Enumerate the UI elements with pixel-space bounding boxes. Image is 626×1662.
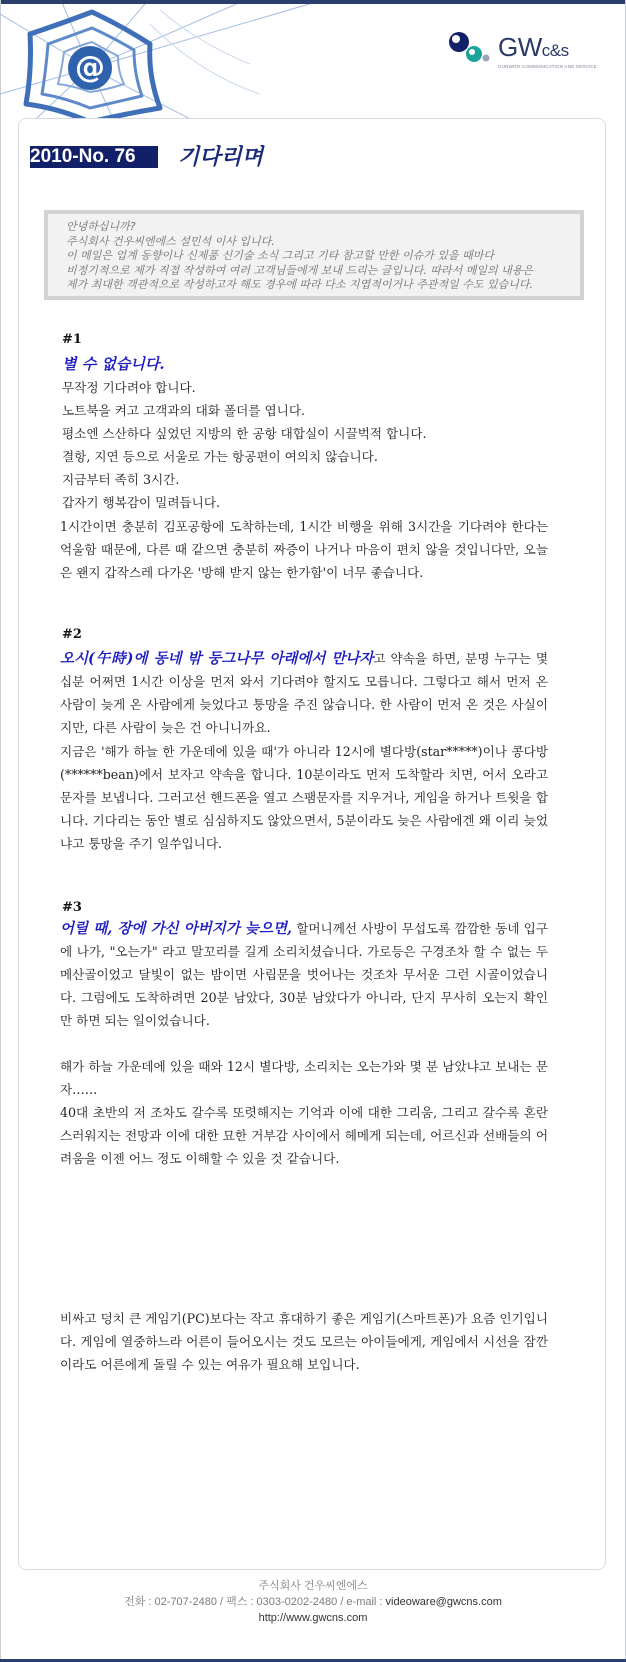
issue-number: 2010-No. 76 (30, 146, 158, 168)
section-heading: 별 수 없습니다. (62, 355, 165, 373)
paragraph: 비싸고 덩치 큰 게임기(PC)보다는 작고 휴대하기 좋은 게임기(스마트폰)가 요즘 인기입니다. 게임에 열중하느라 어른이 들어오시는 것도 모르는 아이들에게, 게임에서 시선을 잠깐이라도 어른에게 돌릴 수 있는 여유가 필요해 보입니다. (60, 1311, 548, 1372)
paragraph-text: 고 약속을 하면, 분명 누구는 몇 십분 어쩌면 1시간 이상을 먼저 와서 기다려야 할지도 모릅니다. 그렇다고 해서 먼저 온 사람이 늦게 온 사람에게 늦었다고 퉁망을 주진 않습니다. 한 사람이 먼저 온 것은 사실이지만, 다른 사람이 늦은 건 아니니까요. (60, 651, 548, 735)
paragraph-text: 할머니께선 사방이 무섭도록 깜깜한 동네 입구에 나가, "오는가" 라고 말꼬리를 길게 소리치셨습니다. 가로등은 구경조차 할 수 없는 두메산골이었고 달빛이 없는 밤이면 사립문을 벗어나는 것조차 무서운 그런 시골이었습니다. 그럼에도 도착하려면 20분 남았다, 30분 남았다가 아니라, 단지 무사히 오는지 확인만 하면 되는 일이었습니다. (60, 921, 549, 1028)
spider-web-at-icon (0, 4, 330, 124)
section-number: #1 (62, 332, 82, 347)
paragraph: 40대 초반의 저 조차도 갈수록 또렷해지는 기억과 이에 대한 그리움, 그리고 갈수록 혼란스러워지는 전망과 이에 대한 묘한 거부감 사이에서 헤메게 되는데, 어르신과 선배들의 어려움을 이젠 어느 정도 이해할 수 있을 것 같습니다. (60, 1105, 548, 1166)
footer-email-link[interactable]: videoware@gwcns.com (385, 1596, 502, 1608)
header-banner (0, 4, 626, 124)
text-line: 갑자기 행복감이 밀려듭니다. (62, 495, 220, 510)
issue-title: 기다리며 (178, 145, 264, 170)
text-line: 무작정 기다려야 합니다. (62, 380, 196, 395)
paragraph: 1시간이면 충분히 김포공항에 도착하는데, 1시간 비행을 위해 3시간을 기다려야 한다는 억울함 때문에, 다른 때 같으면 충분히 짜증이 나거나 마음이 편치 않을 것입니다만, 오늘은 왠지 갑작스레 다가온 '방해 받지 않는 한가함'이 너무 좋습니다. (60, 519, 548, 580)
footer-contact: 전화 : 02-707-2480 / 팩스 : 0303-0202-2480 / e-mail : videoware@gwcns.com (124, 1596, 502, 1608)
section-number: #3 (62, 900, 82, 915)
paragraph (60, 647, 548, 739)
greeting-line: 이 메일은 업계 동향이나 신제품 신기술 소식 그리고 기타 참고할 만한 이슈가 있을 때마다 (66, 249, 494, 262)
left-border (0, 0, 1, 1662)
company-logo[interactable] (446, 28, 606, 78)
text-line: 결항, 지연 등으로 서울로 가는 항공편이 여의치 않습니다. (62, 449, 378, 464)
section-heading: 오시(午時)에 동네 밖 둥그나무 아래에서 만나자 (60, 650, 374, 667)
greeting-line: 주식회사 건우씨엔에스 설민석 이사 입니다. (66, 234, 275, 248)
greeting-line: 비정기적으로 제가 직접 작성하여 여러 고객님들에게 보내 드리는 글입니다. 따라서 메일의 내용은 (66, 263, 533, 277)
logo-mark-icon (446, 28, 496, 68)
footer-company: 주식회사 건우씨엔에스 (258, 1580, 368, 1592)
logo-tagline: GUNWOO COMMUNICATION AND SERVICE (498, 64, 597, 69)
greeting-box (44, 210, 584, 300)
footer (0, 1578, 626, 1626)
paragraph: 지금은 '해가 하늘 한 가운데에 있을 때'가 아니라 12시에 별다방(star*****)이나 콩다방(******bean)에서 보자고 약속을 합니다. 10분이라도 먼저 도착할라 치면, 어서 오라고 문자를 보냅니다. 그러고선 핸드폰을 열고 스팸문자를 지우거나, 게임을 하거나 트윗을 합니다. 기다리는 동안 별로 심심하지도 않았으면서, 5분이라도 늦은 사람에겐 왜 이리 늦었냐고 퉁망을 주기 일쑤입니다. (60, 744, 548, 851)
paragraph: 해가 하늘 가운데에 있을 때와 12시 별다방, 소리치는 오는가와 몇 분 남았냐고 보내는 문자…… (60, 1059, 548, 1097)
text-line: 평소엔 스산하다 싶었던 지방의 한 공항 대합실이 시끌벅적 합니다. (62, 426, 427, 441)
section-number: #2 (62, 627, 82, 642)
greeting-line: 제가 최대한 객관적으로 작성하고자 해도 경우에 따라 다소 지엽적이거나 주관적일 수도 있습니다. (66, 278, 533, 291)
logo-wordmark: GWc&s (498, 32, 569, 62)
svg-text:@: @ (75, 50, 105, 85)
text-line: 지금부터 족히 3시간. (62, 472, 180, 487)
text-line: 노트북을 켜고 고객과의 대화 폴더를 엽니다. (62, 403, 305, 418)
paragraph (60, 917, 548, 1032)
greeting-line: 안녕하십니까? (66, 220, 136, 233)
section-heading: 어릴 때, 장에 가신 아버지가 늦으면, (60, 920, 293, 937)
footer-url-link[interactable]: http://www.gwcns.com (258, 1612, 368, 1624)
